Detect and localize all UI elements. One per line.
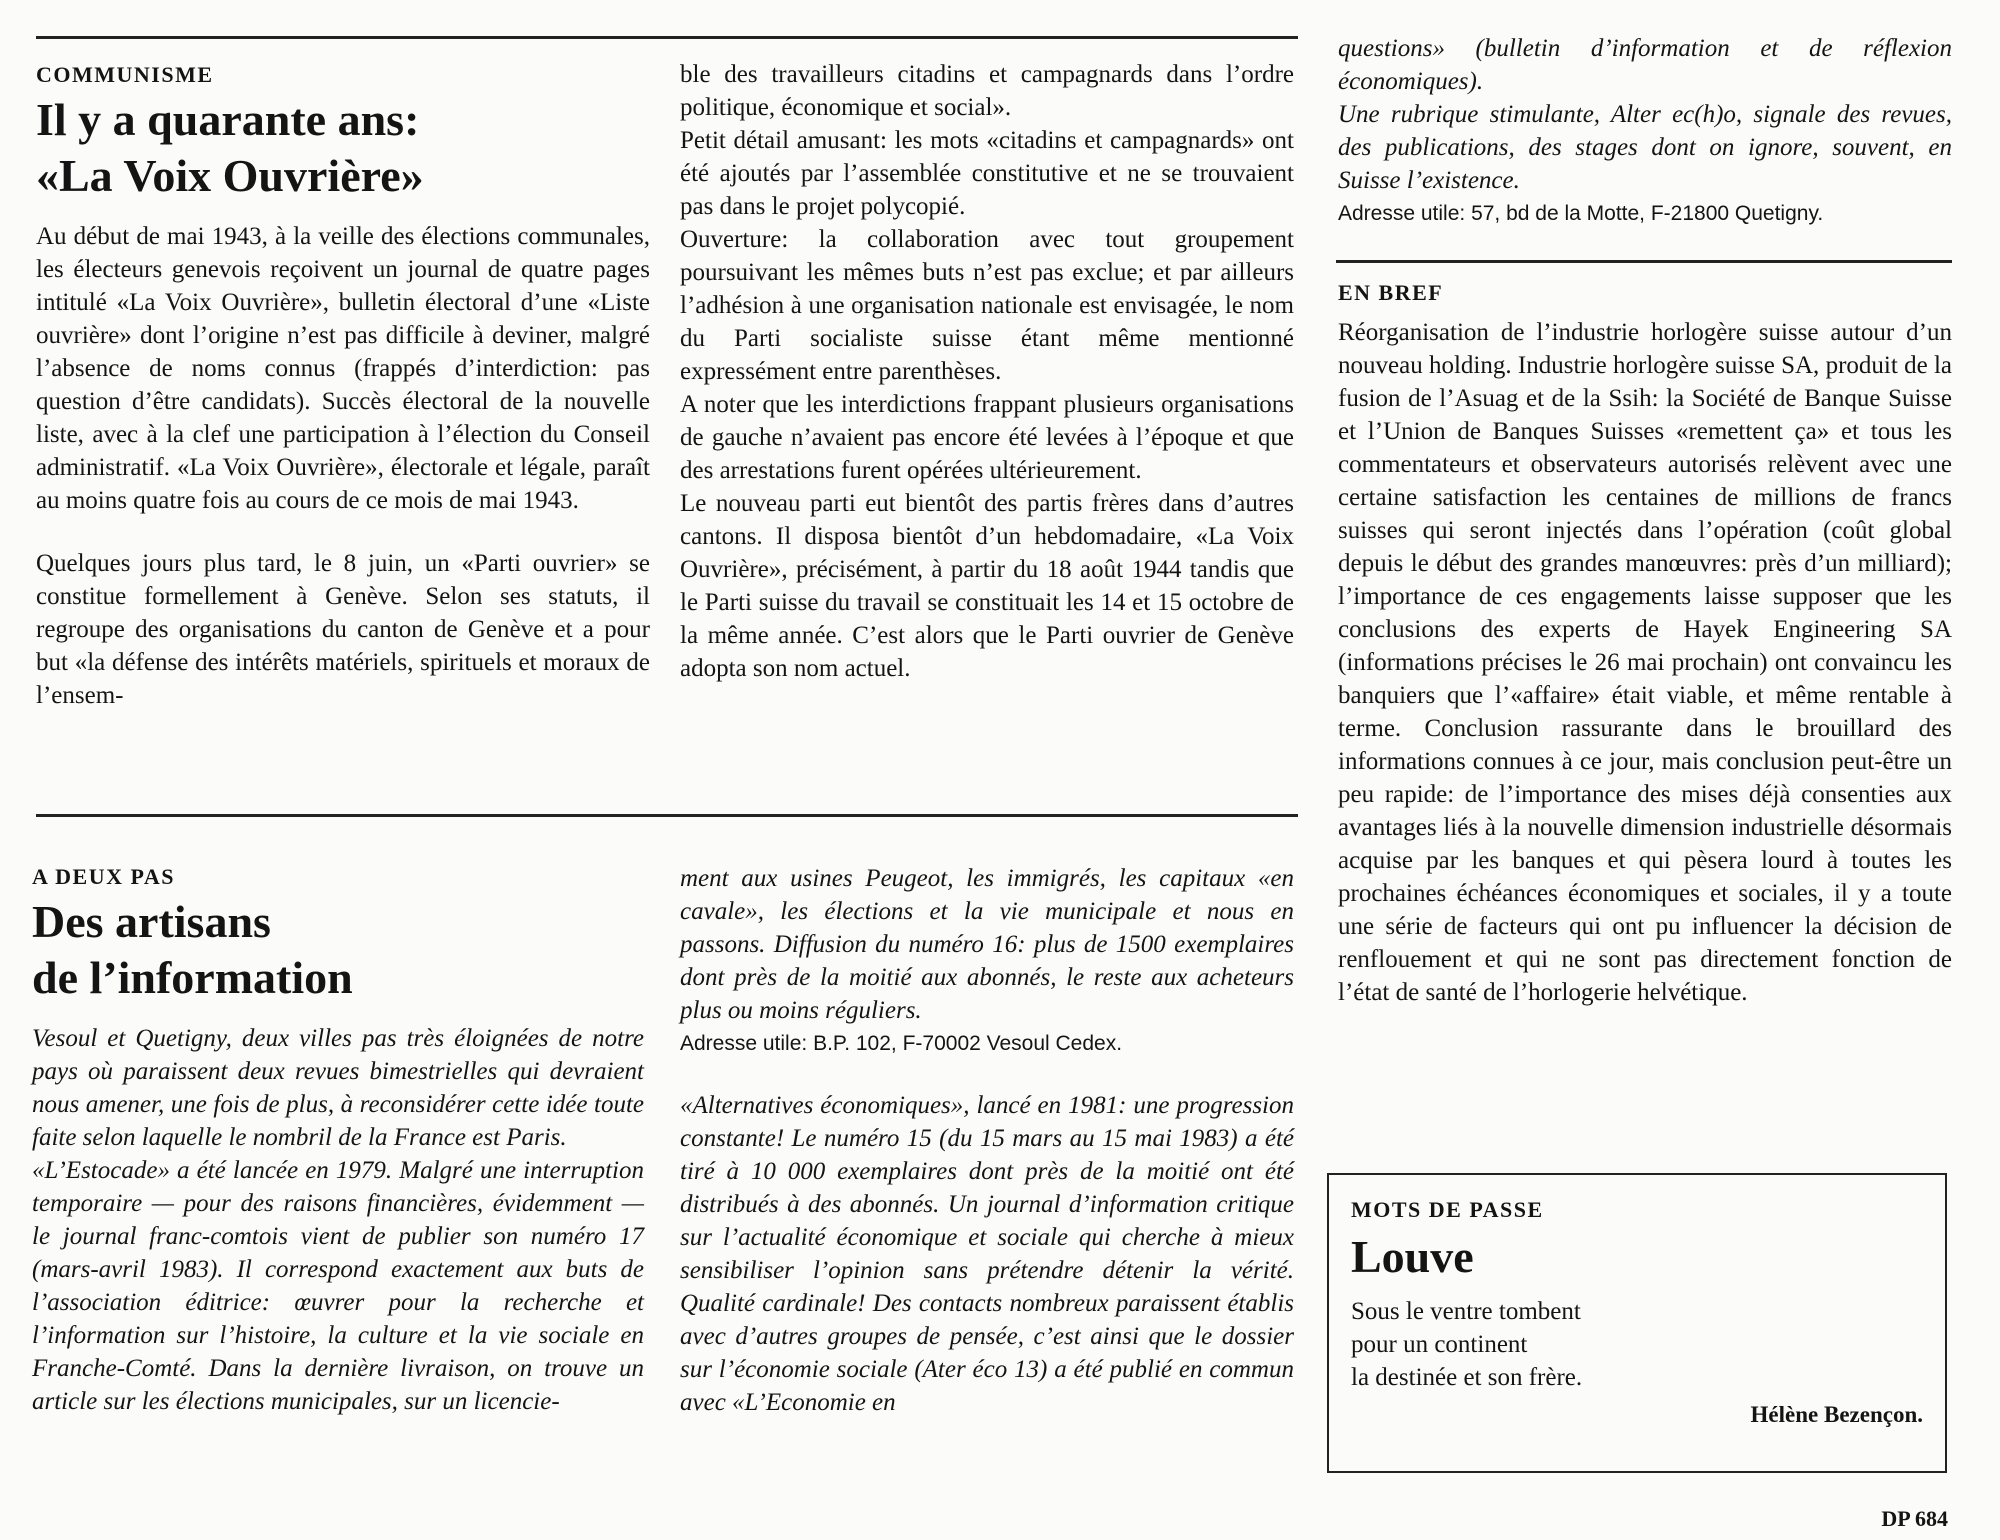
section-kicker: COMMUNISME <box>36 62 214 87</box>
page-reference: DP 684 <box>1881 1506 1948 1531</box>
en-bref-section <box>1338 280 1952 1009</box>
address: Adresse utile: B.P. 102, F-70002 Vesoul Cedex. <box>680 1032 1123 1055</box>
paragraph: Au début de mai 1943, à la veille des élections communales, les électeurs genevois reçoivent un journal de quatre pages intitulé «La Voix Ouvrière», bulletin électoral d’une «Liste ouvrière» dont l’origine n’est pas difficile à deviner, malgré l’absence de noms connus (frappés d’interdiction: pas question d’être candidats). Succès électoral de la nouvelle liste, avec à la clef une participation à l’élection du Conseil administratif. «La Voix Ouvrière», électorale et légale, paraît au moins quatre fois au cours de ce mois de mai 1943. <box>36 223 650 514</box>
poem-title: Louve <box>1351 1231 1474 1282</box>
deux-pas-column-3 <box>1338 32 1952 229</box>
paragraph: Petit détail amusant: les mots «citadins et campagnards» ont été ajoutés par l’assemblée constitutive et ne se trouvaient pas dans le projet polycopié. <box>680 127 1294 220</box>
mots-de-passe-box <box>1327 1173 1947 1473</box>
deux-pas-column-2 <box>680 862 1294 1419</box>
poem-author: Hélène Bezençon. <box>1750 1402 1923 1427</box>
section-kicker: EN BREF <box>1338 280 1444 305</box>
article-headline <box>36 92 650 204</box>
article-headline <box>32 894 644 1006</box>
communisme-column-1 <box>36 62 650 712</box>
paragraph: ble des travailleurs citadins et campagnards dans l’ordre politique, économique et social». <box>680 61 1294 121</box>
deux-pas-column-1 <box>32 864 644 1418</box>
headline-line-2: de l’information <box>32 952 353 1003</box>
paragraph: Quelques jours plus tard, le 8 juin, un «Parti ouvrier» se constitue formellement à Genève. Selon ses statuts, il regroupe des organisations du canton de Genève et a pour but «la défense des intérêts matériels, spirituels et moraux de l’ensem- <box>36 550 650 709</box>
paragraph: Une rubrique stimulante, Alter ec(h)o, signale des revues, des publications, des stages dont on ignore, souvent, en Suisse l’existence. <box>1338 101 1952 194</box>
address: Adresse utile: 57, bd de la Motte, F-21800 Quetigny. <box>1338 202 1824 225</box>
paragraph: questions» (bulletin d’information et de réflexion économiques). <box>1338 35 1952 95</box>
paragraph: Ouverture: la collaboration avec tout groupement poursuivant les mêmes buts n’est pas exclue; et par ailleurs l’adhésion à une organisation nationale est envisagée, le nom du Parti socialiste suisse étant même mentionné expressément entre parenthèses. <box>680 226 1294 385</box>
paragraph: ment aux usines Peugeot, les immigrés, les capitaux «en cavale», les élections et la vie municipale et nous en passons. Diffusion du numéro 16: plus de 1500 exemplaires dont près de la moitié aux abonnés, le reste aux acheteurs plus ou moins réguliers. <box>680 865 1294 1024</box>
middle-rule <box>36 814 1298 817</box>
paragraph: A noter que les interdictions frappant plusieurs organisations de gauche n’avaient pas encore été levées à l’époque et que des arrestations furent opérées ultérieurement. <box>680 391 1294 484</box>
poem-line: la destinée et son frère. <box>1351 1364 1583 1391</box>
section-kicker: MOTS DE PASSE <box>1351 1197 1544 1222</box>
paragraph: Vesoul et Quetigny, deux villes pas très éloignées de notre pays où paraissent deux revues bimestrielles qui devraient nous amener, une fois de plus, à reconsidérer cette idée toute faite selon laquelle le nombril de la France est Paris. <box>32 1025 644 1151</box>
headline-line-1: Il y a quarante ans: <box>36 94 420 145</box>
poem-line: Sous le ventre tombent <box>1351 1298 1581 1325</box>
section-kicker: A DEUX PAS <box>32 864 175 889</box>
top-rule <box>36 36 1298 39</box>
paragraph: «Alternatives économiques», lancé en 1981: une progression constante! Le numéro 15 (du 15 mars au 15 mai 1983) a été tiré à 10 000 exemplaires dont près de la moitié ont été distribués à des abonnés. Un journal d’information critique sur l’actualité économique et sociale qui cherche à mieux sensibiliser l’opinion sans prétendre détenir la vérité. Qualité cardinale! Des contacts nombreux paraissent établis avec d’autres groupes de pensée, c’est ainsi que le dossier sur l’économie sociale (Ater éco 13) a été publié en commun avec «L’Economie en <box>680 1092 1294 1416</box>
communisme-column-2 <box>680 58 1294 685</box>
headline-line-2: «La Voix Ouvrière» <box>36 150 424 201</box>
poem-line: pour un continent <box>1351 1331 1528 1358</box>
en-bref-rule <box>1336 260 1952 263</box>
headline-line-1: Des artisans <box>32 896 271 947</box>
paragraph: Le nouveau parti eut bientôt des partis frères dans d’autres cantons. Il disposa bientôt d’un hebdomadaire, «La Voix Ouvrière», précisément, à partir du 18 août 1944 tandis que le Parti suisse du travail se constituait les 14 et 15 octobre de la même année. C’est alors que le Parti ouvrier de Genève adopta son nom actuel. <box>680 490 1294 682</box>
paragraph: Réorganisation de l’industrie horlogère suisse autour d’un nouveau holding. Industrie horlogère suisse SA, produit de la fusion de l’Asuag et de la Ssih: la Société de Banque Suisse et l’Union de Banques Suisses «remettent ça» et tous les commentateurs et observateurs autorisés relèvent avec une certaine satisfaction les centaines de millions de francs suisses qui seront injectés dans l’opération (coût global depuis le début des grandes manœuvres: près d’un milliard); l’importance de ces engagements laisse supposer que les conclusions des experts de Hayek Engineering SA (informations précises le 26 mai prochain) ont convaincu les banquiers que l’«affaire» était viable, et même rentable à terme. Conclusion rassurante dans le brouillard des informations connues à ce jour, mais conclusion peut-être un peu rapide: de l’importance des mises déjà consenties aux avantages liés à la nouvelle dimension industrielle désormais acquise par les banques et qui pèsera lourd à toutes les prochaines échéances économiques et sociales, il y a toute une série de facteurs qui ont pu influencer la décision de renflouement et qui ne sont pas directement fonction de l’état de santé de l’horlogerie helvétique. <box>1338 319 1952 1006</box>
paragraph: «L’Estocade» a été lancée en 1979. Malgré une interruption temporaire — pour des raisons financières, évidemment — le journal franc-comtois vient de publier son numéro 17 (mars-avril 1983). Il correspond exactement aux buts de l’association éditrice: œuvrer pour la recherche et l’information sur l’histoire, la culture et la vie sociale en Franche-Comté. Dans la dernière livraison, on trouve un article sur les élections municipales, sur un licencie- <box>32 1157 644 1415</box>
